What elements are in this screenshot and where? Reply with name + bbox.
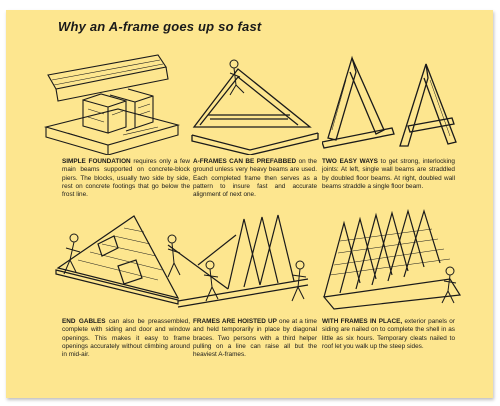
caption-lead: FRAMES ARE HOISTED UP <box>193 318 277 325</box>
caption-body: to get strong, interlocking joints: At left, single wall beams are straddled by doubled floor beams. At right, doubled wall beams straddle a single floor beam. <box>322 158 455 190</box>
caption-foundation <box>62 158 190 199</box>
prefab-illustration <box>190 55 320 155</box>
caption-body: can also be preassembled, complete with siding and door and window openings. This makes it easy to frame openings accurately without climbing around in mid-air. <box>62 318 191 359</box>
caption-inplace <box>322 318 455 351</box>
caption-lead: TWO EASY WAYS <box>322 158 378 165</box>
caption-lead: A-FRAMES CAN BE PREFABBED <box>193 158 297 165</box>
caption-body: requires only a few main beams supported on concrete-block piers. The blocks, usually two side by side, rest on concrete footings that go below the frost line. <box>62 158 190 199</box>
caption-body: exterior panels or siding are nailed on to complete the shell in as little as six hours. Temporary cleats nailed to roof let you walk up the steep sides. <box>322 318 455 350</box>
caption-body: one at a time and held temporarily in place by diagonal braces. Two persons with a third helper pulling on a line can raise all but the heaviest A-frames. <box>193 318 317 359</box>
caption-prefab <box>193 158 317 199</box>
inplace-illustration <box>320 205 465 315</box>
foundation-illustration <box>38 45 188 155</box>
page-title: Why an A-frame goes up so fast <box>58 19 262 34</box>
hoisted-illustration <box>158 205 318 315</box>
joints-illustration <box>322 50 462 155</box>
caption-lead: WITH FRAMES IN PLACE, <box>322 318 403 325</box>
caption-joints <box>322 158 455 191</box>
caption-gables <box>62 318 190 359</box>
caption-lead: SIMPLE FOUNDATION <box>62 158 131 165</box>
caption-body: on the ground unless very heavy beams are used. Each completed frame then serves as a pattern to insure fast and accurate alignment of next one. <box>193 158 317 199</box>
caption-lead: END GABLES <box>62 318 106 325</box>
caption-hoisted <box>193 318 317 359</box>
